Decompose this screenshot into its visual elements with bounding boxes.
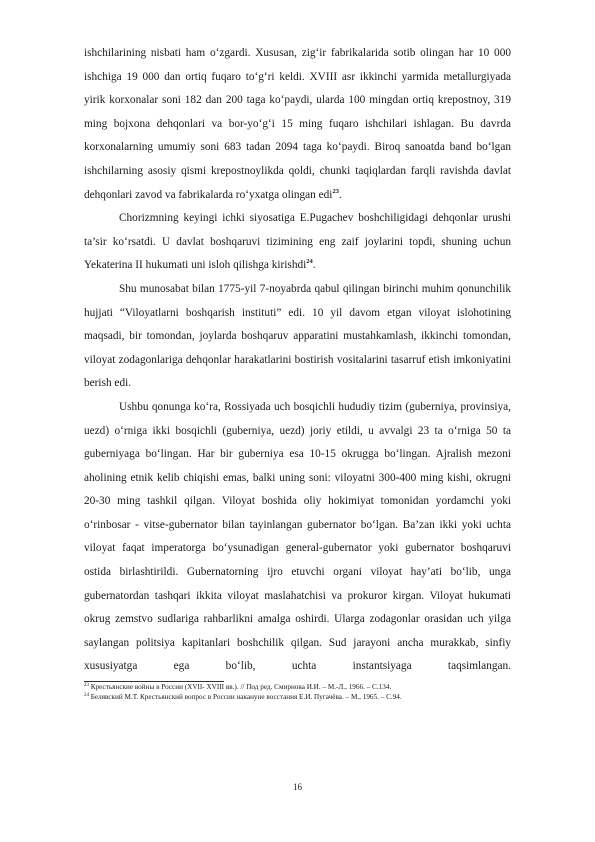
paragraph-3 <box>84 278 511 396</box>
footnote-24 <box>84 692 511 702</box>
footnote-text: Крестьянские войны в России (XVII- XVIII вв.). // Под ред. Смирнова И.И. – М.-Л., 1966. – С.134. <box>90 683 392 692</box>
footnote-number: 23 <box>84 683 89 689</box>
paragraph-2 <box>84 207 511 278</box>
paragraph-text: Ushbu qonunga ko‘ra, Rossiyada uch bosqichli hududiy tizim (guberniya, provinsiya, uezd) o‘rniga ikki bosqichli (guberniya, uezd) joriy etildi, u avvalgi 23 ta o‘rniga 50 ta guberniyaga bo‘lingan. Har bir guberniya esa 10-15 okrugga bo‘lingan. Ajralish mezoni aholining etnik kelib chiqishi emas, balki uning soni: viloyatni 300-400 ming kishi, okrugni 20-30 ming tashkil qilgan. Viloyat boshida oliy hokimiyat tomonidan yordamchi yoki o‘rinbosar - vitse-gubernator bilan tayinlangan gubernator bo‘lgan. Ba’zan ikki yoki uchta viloyat faqat imperatorga bo‘ysunadigan general-gubernator yoki gubernator boshqaruvi ostida birlashtirildi. Gubernatorning ijro etuvchi organi viloyat hay’ati bo‘lib, unga gubernatordan tashqari ikkita viloyat maslahatchisi va prokuror kirgan. Viloyat hukumati okrug zemstvo sudlariga rahbarlikni amalga oshirdi. Ularga zodagonlar orasidan uch yilga saylangan politsiya kapitanlari boshchilik qilgan. Sud jarayoni ancha murakkab, sinfiy xususiyatga ega bo‘lib, uchta instantsiyaga taqsimlangan. <box>84 400 511 673</box>
footnote-23 <box>84 682 511 692</box>
paragraph-1 <box>84 42 511 207</box>
paragraph-end: . <box>312 259 316 272</box>
footnote-ref[interactable]: 23 <box>332 187 339 195</box>
paragraph-end: . <box>338 188 342 201</box>
paragraph-4 <box>84 396 511 679</box>
footnote-ref[interactable]: 24 <box>306 258 313 266</box>
footnote-number: 24 <box>84 693 89 699</box>
page-number: 16 <box>293 782 302 792</box>
paragraph-text: ishchilarining nisbati ham o‘zgardi. Xususan, zig‘ir fabrikalarida sotib olingan har 10 000 ishchiga 19 000 dan ortiq fuqaro to‘g‘ri keldi. XVIII asr ikkinchi yarmida metallurgiyada yirik korxonalar soni 182 dan 200 taga ko‘paydi, ularda 100 mingdan ortiq krepostnoy, 319 ming bojxona dehqonlari va bor-yo‘g‘i 15 ming fuqaro ishchilari ishlagan. Bu davrda korxonalarning umumiy soni 683 tadan 2094 taga ko‘paydi. Biroq sanoatda band bo‘lgan ishchilarning asosiy qismi krepostnoylikda qoldi, chunki taqiqlardan farqli ravishda davlat dehqonlari zavod va fabrikalarda ro‘yxatga olingan edi <box>84 47 511 201</box>
page-body <box>84 42 511 702</box>
paragraph-text: Chorizmning keyingi ichki siyosatiga E.Pugachev boshchiligidagi dehqonlar urushi ta’sir ko‘rsatdi. U davlat boshqaruvi tizimining eng zaif joylarini topdi, shuning uchun Yekaterina II hukumati uni isloh qilishga kirishdi <box>84 212 511 272</box>
footnote-text: Белявский М.Т. Крестьянский вопрос в России накануне восстания Е.И. Пугачёва. – М., 1965. – С.94. <box>90 693 402 702</box>
paragraph-text: Shu munosabat bilan 1775-yil 7-noyabrda qabul qilingan birinchi muhim qonunchilik hujjati “Viloyatlarni boshqarish instituti” edi. 10 yil davom etgan viloyat islohotining maqsadi, bir tomondan, joylarda boshqaruv apparatini mustahkamlash, ikkinchi tomondan, viloyat zodagonlariga dehqonlar harakatlarini bostirish vositalarini tasarruf etish imkoniyatini berish edi. <box>84 282 511 390</box>
